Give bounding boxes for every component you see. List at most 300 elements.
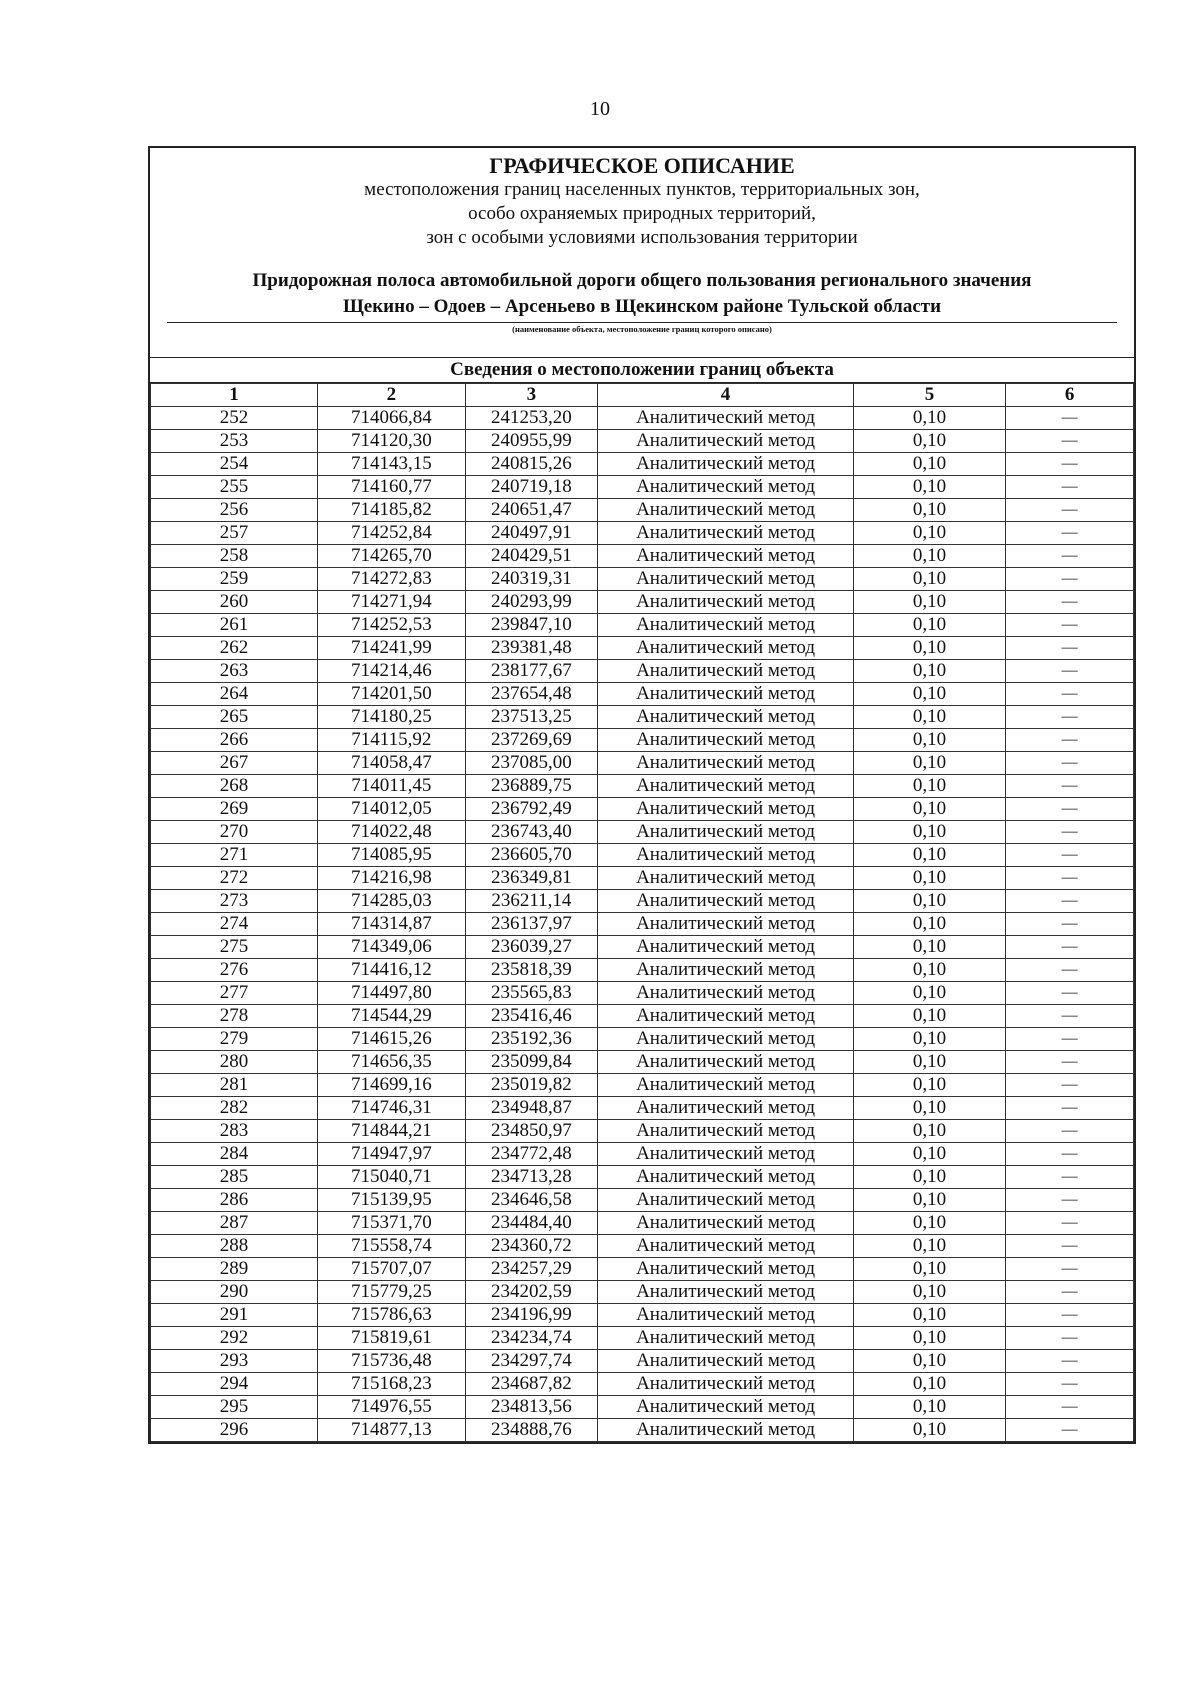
coord-y-cell: 234713,28 (465, 1166, 598, 1189)
coord-x-cell: 714115,92 (318, 729, 465, 752)
accuracy-cell: 0,10 (853, 775, 1005, 798)
accuracy-cell: 0,10 (853, 1189, 1005, 1212)
coord-x-cell: 714201,50 (318, 683, 465, 706)
column-header-6: 6 (1006, 384, 1134, 407)
method-cell: Аналитический метод (598, 821, 854, 844)
description-cell: — (1006, 867, 1134, 890)
coord-y-cell: 236039,27 (465, 936, 598, 959)
coord-x-cell: 714252,53 (318, 614, 465, 637)
coord-y-cell: 236743,40 (465, 821, 598, 844)
accuracy-cell: 0,10 (853, 545, 1005, 568)
coord-x-cell: 715371,70 (318, 1212, 465, 1235)
table-row (151, 844, 1134, 867)
coord-x-cell: 715040,71 (318, 1166, 465, 1189)
coord-x-cell: 714615,26 (318, 1028, 465, 1051)
coord-y-cell: 235818,39 (465, 959, 598, 982)
description-cell: — (1006, 729, 1134, 752)
accuracy-cell: 0,10 (853, 1212, 1005, 1235)
coord-x-cell: 714066,84 (318, 407, 465, 430)
description-cell: — (1006, 522, 1134, 545)
point-number-cell: 291 (151, 1304, 318, 1327)
table-row (151, 1258, 1134, 1281)
description-cell: — (1006, 959, 1134, 982)
document-title: ГРАФИЧЕСКОЕ ОПИСАНИЕ (489, 153, 795, 178)
table-row (151, 1419, 1134, 1442)
coord-y-cell: 240815,26 (465, 453, 598, 476)
coord-y-cell: 240293,99 (465, 591, 598, 614)
description-cell: — (1006, 1281, 1134, 1304)
subtitle-line: местоположения границ населенных пунктов, территориальных зон, (364, 179, 920, 200)
coord-x-cell: 714160,77 (318, 476, 465, 499)
coord-x-cell: 714877,13 (318, 1419, 465, 1442)
method-cell: Аналитический метод (598, 1212, 854, 1235)
method-cell: Аналитический метод (598, 752, 854, 775)
description-cell: — (1006, 637, 1134, 660)
accuracy-cell: 0,10 (853, 1005, 1005, 1028)
point-number-cell: 278 (151, 1005, 318, 1028)
point-number-cell: 254 (151, 453, 318, 476)
coord-x-cell: 714497,80 (318, 982, 465, 1005)
point-number-cell: 287 (151, 1212, 318, 1235)
coord-x-cell: 714216,98 (318, 867, 465, 890)
column-header-1: 1 (151, 384, 318, 407)
point-number-cell: 296 (151, 1419, 318, 1442)
coord-y-cell: 234297,74 (465, 1350, 598, 1373)
method-cell: Аналитический метод (598, 591, 854, 614)
coord-y-cell: 234813,56 (465, 1396, 598, 1419)
table-row (151, 1350, 1134, 1373)
description-cell: — (1006, 1396, 1134, 1419)
coord-x-cell: 714656,35 (318, 1051, 465, 1074)
page-number: 10 (590, 98, 610, 120)
table-row (151, 1281, 1134, 1304)
coord-y-cell: 238177,67 (465, 660, 598, 683)
accuracy-cell: 0,10 (853, 637, 1005, 660)
table-row (151, 683, 1134, 706)
accuracy-cell: 0,10 (853, 798, 1005, 821)
accuracy-cell: 0,10 (853, 430, 1005, 453)
coord-y-cell: 240497,91 (465, 522, 598, 545)
accuracy-cell: 0,10 (853, 683, 1005, 706)
table-row (151, 614, 1134, 637)
accuracy-cell: 0,10 (853, 867, 1005, 890)
point-number-cell: 271 (151, 844, 318, 867)
accuracy-cell: 0,10 (853, 568, 1005, 591)
coord-y-cell: 234484,40 (465, 1212, 598, 1235)
coord-y-cell: 240651,47 (465, 499, 598, 522)
coord-y-cell: 234360,72 (465, 1235, 598, 1258)
table-row (151, 1166, 1134, 1189)
point-number-cell: 286 (151, 1189, 318, 1212)
accuracy-cell: 0,10 (853, 1051, 1005, 1074)
coord-x-cell: 714699,16 (318, 1074, 465, 1097)
coord-y-cell: 234257,29 (465, 1258, 598, 1281)
method-cell: Аналитический метод (598, 1327, 854, 1350)
table-row (151, 798, 1134, 821)
accuracy-cell: 0,10 (853, 729, 1005, 752)
point-number-cell: 255 (151, 476, 318, 499)
accuracy-cell: 0,10 (853, 1120, 1005, 1143)
coord-y-cell: 240719,18 (465, 476, 598, 499)
table-row (151, 775, 1134, 798)
coord-y-cell: 236889,75 (465, 775, 598, 798)
coord-y-cell: 237654,48 (465, 683, 598, 706)
description-cell: — (1006, 430, 1134, 453)
table-row (151, 1005, 1134, 1028)
accuracy-cell: 0,10 (853, 752, 1005, 775)
point-number-cell: 261 (151, 614, 318, 637)
accuracy-cell: 0,10 (853, 706, 1005, 729)
description-cell: — (1006, 1189, 1134, 1212)
table-row (151, 982, 1134, 1005)
method-cell: Аналитический метод (598, 1281, 854, 1304)
method-cell: Аналитический метод (598, 729, 854, 752)
point-number-cell: 273 (151, 890, 318, 913)
coord-y-cell: 237269,69 (465, 729, 598, 752)
table-row (151, 1051, 1134, 1074)
table-row (151, 890, 1134, 913)
coord-x-cell: 715779,25 (318, 1281, 465, 1304)
description-cell: — (1006, 890, 1134, 913)
point-number-cell: 258 (151, 545, 318, 568)
description-cell: — (1006, 982, 1134, 1005)
coord-y-cell: 234234,74 (465, 1327, 598, 1350)
coord-x-cell: 715168,23 (318, 1373, 465, 1396)
coord-x-cell: 714544,29 (318, 1005, 465, 1028)
coord-x-cell: 714120,30 (318, 430, 465, 453)
method-cell: Аналитический метод (598, 1396, 854, 1419)
point-number-cell: 259 (151, 568, 318, 591)
coordinates-table (150, 383, 1134, 1442)
coord-x-cell: 715786,63 (318, 1304, 465, 1327)
coord-x-cell: 714252,84 (318, 522, 465, 545)
coord-x-cell: 715736,48 (318, 1350, 465, 1373)
coord-y-cell: 235099,84 (465, 1051, 598, 1074)
point-number-cell: 253 (151, 430, 318, 453)
method-cell: Аналитический метод (598, 614, 854, 637)
object-name-caption: (наименование объекта, местоположение границ которого описано) (512, 324, 772, 334)
description-cell: — (1006, 1258, 1134, 1281)
description-cell: — (1006, 683, 1134, 706)
accuracy-cell: 0,10 (853, 660, 1005, 683)
column-header-5: 5 (853, 384, 1005, 407)
subtitle-line: особо охраняемых природных территорий, (468, 203, 816, 224)
method-cell: Аналитический метод (598, 683, 854, 706)
accuracy-cell: 0,10 (853, 821, 1005, 844)
method-cell: Аналитический метод (598, 522, 854, 545)
description-cell: — (1006, 913, 1134, 936)
coord-x-cell: 714214,46 (318, 660, 465, 683)
point-number-cell: 262 (151, 637, 318, 660)
description-cell: — (1006, 844, 1134, 867)
description-cell: — (1006, 660, 1134, 683)
coord-y-cell: 235192,36 (465, 1028, 598, 1051)
table-row (151, 407, 1134, 430)
column-header-3: 3 (465, 384, 598, 407)
description-cell: — (1006, 1212, 1134, 1235)
description-cell: — (1006, 1166, 1134, 1189)
method-cell: Аналитический метод (598, 1097, 854, 1120)
method-cell: Аналитический метод (598, 775, 854, 798)
method-cell: Аналитический метод (598, 1166, 854, 1189)
coord-x-cell: 714185,82 (318, 499, 465, 522)
coord-x-cell: 714416,12 (318, 959, 465, 982)
point-number-cell: 275 (151, 936, 318, 959)
accuracy-cell: 0,10 (853, 890, 1005, 913)
object-name-line: Щекино – Одоев – Арсеньево в Щекинском районе Тульской области (342, 296, 942, 317)
table-row (151, 568, 1134, 591)
accuracy-cell: 0,10 (853, 407, 1005, 430)
table-row (151, 1028, 1134, 1051)
table-row (151, 476, 1134, 499)
object-name-line: Придорожная полоса автомобильной дороги общего пользования регионального значения (252, 270, 1032, 291)
coord-x-cell: 714085,95 (318, 844, 465, 867)
coord-x-cell: 714844,21 (318, 1120, 465, 1143)
method-cell: Аналитический метод (598, 1028, 854, 1051)
coord-x-cell: 714012,05 (318, 798, 465, 821)
description-cell: — (1006, 1005, 1134, 1028)
point-number-cell: 284 (151, 1143, 318, 1166)
coord-y-cell: 240429,51 (465, 545, 598, 568)
point-number-cell: 272 (151, 867, 318, 890)
method-cell: Аналитический метод (598, 867, 854, 890)
description-cell: — (1006, 706, 1134, 729)
object-name-block (150, 268, 1134, 357)
table-row (151, 1097, 1134, 1120)
accuracy-cell: 0,10 (853, 1235, 1005, 1258)
description-cell: — (1006, 1419, 1134, 1442)
point-number-cell: 277 (151, 982, 318, 1005)
coord-y-cell: 234772,48 (465, 1143, 598, 1166)
table-row (151, 1212, 1134, 1235)
accuracy-cell: 0,10 (853, 522, 1005, 545)
method-cell: Аналитический метод (598, 499, 854, 522)
description-cell: — (1006, 1028, 1134, 1051)
coord-y-cell: 234687,82 (465, 1373, 598, 1396)
description-cell: — (1006, 798, 1134, 821)
description-cell: — (1006, 1350, 1134, 1373)
method-cell: Аналитический метод (598, 844, 854, 867)
description-cell: — (1006, 1143, 1134, 1166)
table-row (151, 1396, 1134, 1419)
accuracy-cell: 0,10 (853, 1166, 1005, 1189)
point-number-cell: 256 (151, 499, 318, 522)
accuracy-cell: 0,10 (853, 1373, 1005, 1396)
coord-y-cell: 235019,82 (465, 1074, 598, 1097)
coord-y-cell: 234646,58 (465, 1189, 598, 1212)
coord-y-cell: 235565,83 (465, 982, 598, 1005)
method-cell: Аналитический метод (598, 430, 854, 453)
table-header-row (151, 384, 1134, 407)
coord-x-cell: 714272,83 (318, 568, 465, 591)
coord-y-cell: 241253,20 (465, 407, 598, 430)
coord-y-cell: 236137,97 (465, 913, 598, 936)
table-row (151, 453, 1134, 476)
table-row (151, 1373, 1134, 1396)
point-number-cell: 252 (151, 407, 318, 430)
method-cell: Аналитический метод (598, 982, 854, 1005)
coord-x-cell: 714285,03 (318, 890, 465, 913)
description-cell: — (1006, 453, 1134, 476)
point-number-cell: 274 (151, 913, 318, 936)
accuracy-cell: 0,10 (853, 844, 1005, 867)
description-cell: — (1006, 1120, 1134, 1143)
table-row (151, 499, 1134, 522)
method-cell: Аналитический метод (598, 453, 854, 476)
accuracy-cell: 0,10 (853, 1281, 1005, 1304)
method-cell: Аналитический метод (598, 1051, 854, 1074)
accuracy-cell: 0,10 (853, 913, 1005, 936)
coord-x-cell: 714180,25 (318, 706, 465, 729)
method-cell: Аналитический метод (598, 637, 854, 660)
coord-x-cell: 715707,07 (318, 1258, 465, 1281)
method-cell: Аналитический метод (598, 1373, 854, 1396)
coord-y-cell: 239381,48 (465, 637, 598, 660)
accuracy-cell: 0,10 (853, 1350, 1005, 1373)
point-number-cell: 266 (151, 729, 318, 752)
table-row (151, 936, 1134, 959)
accuracy-cell: 0,10 (853, 982, 1005, 1005)
table-row (151, 913, 1134, 936)
point-number-cell: 263 (151, 660, 318, 683)
coord-x-cell: 714947,97 (318, 1143, 465, 1166)
description-cell: — (1006, 591, 1134, 614)
coord-x-cell: 714976,55 (318, 1396, 465, 1419)
coord-x-cell: 714265,70 (318, 545, 465, 568)
point-number-cell: 265 (151, 706, 318, 729)
document-header (150, 148, 1134, 358)
coord-y-cell: 236211,14 (465, 890, 598, 913)
method-cell: Аналитический метод (598, 407, 854, 430)
point-number-cell: 276 (151, 959, 318, 982)
point-number-cell: 283 (151, 1120, 318, 1143)
point-number-cell: 279 (151, 1028, 318, 1051)
table-row (151, 1327, 1134, 1350)
point-number-cell: 282 (151, 1097, 318, 1120)
point-number-cell: 260 (151, 591, 318, 614)
point-number-cell: 292 (151, 1327, 318, 1350)
method-cell: Аналитический метод (598, 1074, 854, 1097)
description-cell: — (1006, 499, 1134, 522)
method-cell: Аналитический метод (598, 913, 854, 936)
point-number-cell: 281 (151, 1074, 318, 1097)
description-cell: — (1006, 614, 1134, 637)
method-cell: Аналитический метод (598, 890, 854, 913)
table-row (151, 1235, 1134, 1258)
coord-y-cell: 234888,76 (465, 1419, 598, 1442)
description-cell: — (1006, 1304, 1134, 1327)
table-row (151, 1074, 1134, 1097)
coord-y-cell: 236349,81 (465, 867, 598, 890)
table-row (151, 752, 1134, 775)
point-number-cell: 267 (151, 752, 318, 775)
method-cell: Аналитический метод (598, 936, 854, 959)
accuracy-cell: 0,10 (853, 959, 1005, 982)
accuracy-cell: 0,10 (853, 591, 1005, 614)
description-cell: — (1006, 545, 1134, 568)
accuracy-cell: 0,10 (853, 1258, 1005, 1281)
coord-x-cell: 714746,31 (318, 1097, 465, 1120)
point-number-cell: 295 (151, 1396, 318, 1419)
coord-x-cell: 715558,74 (318, 1235, 465, 1258)
table-row (151, 1120, 1134, 1143)
document-frame (148, 146, 1136, 1444)
coord-y-cell: 237085,00 (465, 752, 598, 775)
accuracy-cell: 0,10 (853, 936, 1005, 959)
point-number-cell: 280 (151, 1051, 318, 1074)
method-cell: Аналитический метод (598, 1419, 854, 1442)
description-cell: — (1006, 1235, 1134, 1258)
coord-y-cell: 236605,70 (465, 844, 598, 867)
subtitle-line: зон с особыми условиями использования территории (426, 227, 858, 248)
table-row (151, 430, 1134, 453)
accuracy-cell: 0,10 (853, 1143, 1005, 1166)
description-cell: — (1006, 1327, 1134, 1350)
coord-x-cell: 714271,94 (318, 591, 465, 614)
table-row (151, 637, 1134, 660)
accuracy-cell: 0,10 (853, 499, 1005, 522)
table-row (151, 545, 1134, 568)
coord-y-cell: 239847,10 (465, 614, 598, 637)
table-row (151, 1189, 1134, 1212)
coord-y-cell: 234196,99 (465, 1304, 598, 1327)
coord-y-cell: 240319,31 (465, 568, 598, 591)
coord-y-cell: 234202,59 (465, 1281, 598, 1304)
table-row (151, 1143, 1134, 1166)
accuracy-cell: 0,10 (853, 476, 1005, 499)
table-row (151, 867, 1134, 890)
accuracy-cell: 0,10 (853, 453, 1005, 476)
method-cell: Аналитический метод (598, 1005, 854, 1028)
table-row (151, 821, 1134, 844)
coord-x-cell: 715139,95 (318, 1189, 465, 1212)
description-cell: — (1006, 775, 1134, 798)
method-cell: Аналитический метод (598, 476, 854, 499)
method-cell: Аналитический метод (598, 798, 854, 821)
method-cell: Аналитический метод (598, 1189, 854, 1212)
table-row (151, 1304, 1134, 1327)
accuracy-cell: 0,10 (853, 1028, 1005, 1051)
column-header-4: 4 (598, 384, 854, 407)
point-number-cell: 290 (151, 1281, 318, 1304)
coord-x-cell: 714022,48 (318, 821, 465, 844)
method-cell: Аналитический метод (598, 1143, 854, 1166)
accuracy-cell: 0,10 (853, 1396, 1005, 1419)
coord-x-cell: 714314,87 (318, 913, 465, 936)
method-cell: Аналитический метод (598, 545, 854, 568)
accuracy-cell: 0,10 (853, 1074, 1005, 1097)
table-row (151, 591, 1134, 614)
description-cell: — (1006, 1074, 1134, 1097)
point-number-cell: 293 (151, 1350, 318, 1373)
point-number-cell: 285 (151, 1166, 318, 1189)
coord-y-cell: 234850,97 (465, 1120, 598, 1143)
table-row (151, 729, 1134, 752)
description-cell: — (1006, 407, 1134, 430)
description-cell: — (1006, 936, 1134, 959)
point-number-cell: 294 (151, 1373, 318, 1396)
coord-x-cell: 714143,15 (318, 453, 465, 476)
accuracy-cell: 0,10 (853, 614, 1005, 637)
coord-x-cell: 714241,99 (318, 637, 465, 660)
section-title: Сведения о местоположении границ объекта (150, 358, 1134, 383)
description-cell: — (1006, 1097, 1134, 1120)
method-cell: Аналитический метод (598, 1235, 854, 1258)
coord-x-cell: 714349,06 (318, 936, 465, 959)
point-number-cell: 289 (151, 1258, 318, 1281)
coord-x-cell: 715819,61 (318, 1327, 465, 1350)
table-row (151, 959, 1134, 982)
